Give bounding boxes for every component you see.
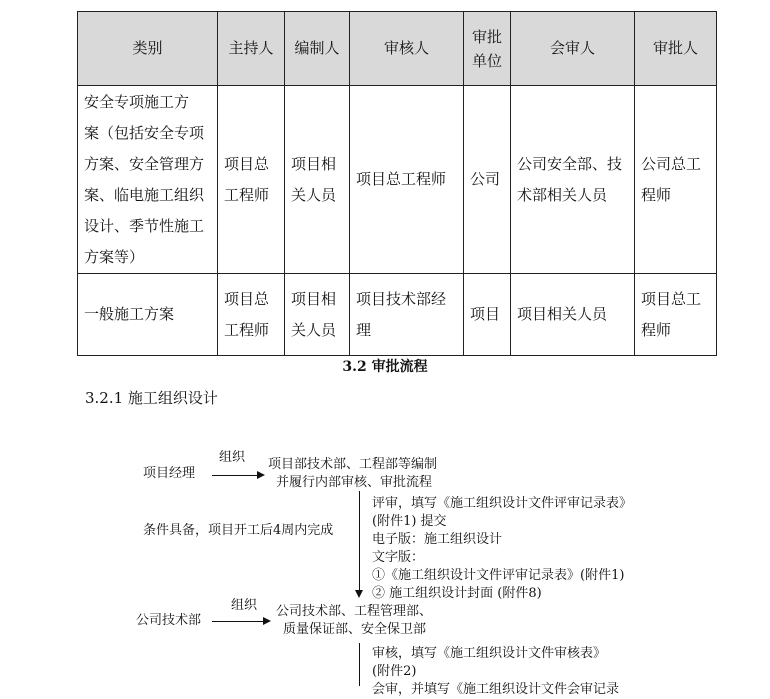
flow-step2: 公司技术部、工程管理部、 质量保证部、安全保卫部 xyxy=(276,604,433,637)
flow-arrow-2-line xyxy=(212,621,264,622)
cell-approver: 公司总工 程师 xyxy=(635,86,717,274)
cell-preparer: 项目相 关人员 xyxy=(285,86,350,274)
cell-approver: 项目总工 程师 xyxy=(635,274,717,356)
cell-reviewer: 项目技术部经 理 xyxy=(350,274,464,356)
flow-organize-label-2: 组织 xyxy=(231,598,258,613)
flow-arrow-1-head xyxy=(257,471,265,479)
subsection-title: 3.2.1 施工组织设计 xyxy=(85,389,218,407)
cell-preparer: 项目相 关人员 xyxy=(285,274,350,356)
header-host: 主持人 xyxy=(218,12,285,86)
cell-host: 项目总 工程师 xyxy=(218,86,285,274)
table-row xyxy=(78,86,717,274)
flow-arrow-1-line xyxy=(212,475,258,476)
header-approval-unit: 审批 单位 xyxy=(464,12,511,86)
cell-host: 项目总 工程师 xyxy=(218,274,285,356)
approval-table xyxy=(77,11,717,356)
flow-step1: 项目部技术部、工程部等编制 并履行内部审核、审批流程 xyxy=(268,457,438,490)
header-reviewer: 审核人 xyxy=(350,12,464,86)
cell-joint-reviewer: 项目相关人员 xyxy=(511,274,635,356)
flow-arrow-2-head xyxy=(263,617,271,625)
table-header-row xyxy=(78,12,717,86)
flow-organize-label-1: 组织 xyxy=(219,450,246,465)
cell-approval-unit: 公司 xyxy=(464,86,511,274)
flow-down-arrow-1-head xyxy=(355,590,363,598)
flow-review-notes: 审核，填写《施工组织设计文件审核表》 (附件2) 会审，并填写《施工组织设计文件会审记录 xyxy=(372,646,620,697)
cell-reviewer: 项目总工程师 xyxy=(350,86,464,274)
flow-down-arrow-1-line xyxy=(359,491,360,591)
header-approver: 审批人 xyxy=(635,12,717,86)
cell-approval-unit: 项目 xyxy=(464,274,511,356)
cell-category: 一般施工方案 xyxy=(78,274,218,356)
section-heading: 3.2 审批流程 xyxy=(342,359,428,375)
table-row xyxy=(78,274,717,356)
cell-category: 安全专项施工方 案（包括安全专项 方案、安全管理方 案、临电施工组织 设计、季节性施工 方案等） xyxy=(78,86,218,274)
flow-submit-notes: 评审，填写《施工组织设计文件评审记录表》 (附件1) 提交 电子版：施工组织设计 文字版： ①《施工组织设计文件评审记录表》(附件1) ② 施工组织设计封面 (附件8) xyxy=(372,496,633,601)
cell-joint-reviewer: 公司安全部、技 术部相关人员 xyxy=(511,86,635,274)
header-category: 类别 xyxy=(78,12,218,86)
header-preparer: 编制人 xyxy=(285,12,350,86)
flow-company-tech: 公司技术部 xyxy=(136,613,202,628)
flow-project-manager: 项目经理 xyxy=(143,466,196,481)
header-joint-reviewer: 会审人 xyxy=(511,12,635,86)
flow-down-arrow-2-line xyxy=(359,643,360,686)
flow-condition: 条件具备，项目开工后4周内完成 xyxy=(143,523,334,538)
